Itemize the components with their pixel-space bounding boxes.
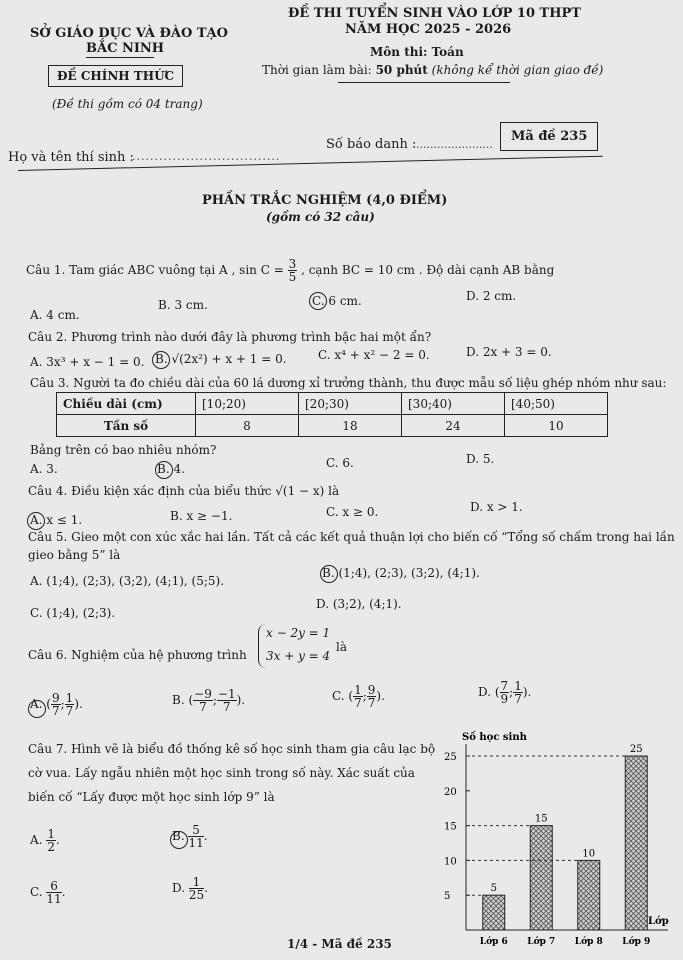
table-row xyxy=(57,393,608,415)
question-5-line-1: Câu 5. Gieo một con xúc xắc hai lần. Tất cả các kết quả thuận lợi cho biến cố “Tổng số chấm trong hai lần xyxy=(28,530,675,544)
q4-circle-mark xyxy=(27,512,45,530)
bar xyxy=(625,756,647,930)
q3-option-a[interactable]: A. 3. xyxy=(30,462,58,476)
q6-tail: là xyxy=(336,640,347,654)
q1-option-c[interactable]: C. 6 cm. xyxy=(312,294,362,308)
option-label: C. xyxy=(332,689,345,703)
option-label: B. xyxy=(172,693,185,707)
q3-option-b[interactable]: B. 4. xyxy=(157,462,185,476)
q5-circle-mark xyxy=(320,565,338,583)
q7-option-a[interactable]: A. $\frac{1}{2}$ . xyxy=(30,827,60,854)
bar-value-label: 25 xyxy=(629,744,643,755)
q7-option-b[interactable]: B. $\frac{5}{11}$ . xyxy=(172,823,208,850)
q3-question: Bảng trên có bao nhiêu nhóm? xyxy=(30,443,217,457)
option-label: D. xyxy=(172,881,186,895)
question-6: Câu 6. Nghiệm của hệ phương trình xyxy=(28,648,247,662)
candidate-id-label: Số báo danh : xyxy=(326,137,417,152)
q1-option-a[interactable]: A. 4 cm. xyxy=(30,308,80,322)
option-label: B. xyxy=(172,829,185,843)
bar xyxy=(530,826,552,930)
q4-option-c[interactable]: C. x ≥ 0. xyxy=(326,505,379,519)
question-2: Câu 2. Phương trình nào dưới đây là phương trình bậc hai một ẩn? xyxy=(28,330,432,344)
question-7-line-3: biến cố “Lấy được một học sinh lớp 9” là xyxy=(28,790,275,804)
q4-option-d[interactable]: D. x > 1. xyxy=(470,500,523,514)
q4-option-a[interactable]: A. x ≤ 1. xyxy=(30,513,83,527)
bar xyxy=(578,860,600,930)
q2-option-b[interactable]: B. √(2x²) + x + 1 = 0. xyxy=(155,352,287,366)
q1-fraction: $\frac{3}{5}$ xyxy=(288,257,297,284)
bar-value-label: 10 xyxy=(582,848,596,860)
q6-option-c[interactable]: C. ( $\frac{1}{7}$ ; $\frac{9}{7}$ ). xyxy=(332,683,385,710)
q1-option-d[interactable]: D. 2 cm. xyxy=(466,289,517,303)
q7-circle-mark xyxy=(170,831,188,849)
dept-name: SỞ GIÁO DỤC VÀ ĐÀO TẠO xyxy=(30,26,228,41)
page-footer: 1/4 - Mã đề 235 xyxy=(287,937,392,951)
category-label: Lớp 7 xyxy=(527,937,556,947)
q2-option-d[interactable]: D. 2x + 3 = 0. xyxy=(466,345,552,359)
category-label: Lớp 9 xyxy=(622,937,651,947)
option-label: A. xyxy=(30,697,43,711)
bar-chart xyxy=(436,726,680,948)
q5-option-c[interactable]: C. (1;4), (2;3). xyxy=(30,606,116,620)
q1-text-b: , cạnh BC = 10 cm . Độ dài cạnh AB bằng xyxy=(301,263,555,277)
y-tick-label: 25 xyxy=(444,752,457,763)
section-title: PHẦN TRẮC NGHIỆM (4,0 ĐIỂM) xyxy=(202,193,448,208)
q5-option-d[interactable]: D. (3;2), (4;1). xyxy=(316,597,402,611)
freq-cell: 10 xyxy=(505,415,608,437)
frequency-table xyxy=(56,392,608,437)
q3-option-d[interactable]: D. 5. xyxy=(466,452,495,466)
q1-text-a: Câu 1. Tam giác ABC vuông tại A , sin C = xyxy=(26,263,284,277)
group-cell: [30;40) xyxy=(402,393,505,415)
option-label: D. xyxy=(478,685,492,699)
table-row xyxy=(57,415,608,437)
question-7-line-1: Câu 7. Hình vẽ là biểu đồ thống kê số học sinh tham gia câu lạc bộ xyxy=(28,742,436,756)
q1-circle-mark xyxy=(309,292,327,310)
option-label: C. xyxy=(30,885,43,899)
province-name: BẮC NINH xyxy=(86,41,165,56)
y-tick-label: 15 xyxy=(444,821,457,833)
page-count-note: (Đề thi gồm có 04 trang) xyxy=(52,97,203,111)
question-5-line-2: gieo bằng 5” là xyxy=(28,548,121,562)
q2-circle-mark xyxy=(152,351,170,369)
x-axis-label: Lớp xyxy=(648,916,669,927)
chart-title: Số học sinh xyxy=(462,732,527,743)
freq-cell: 24 xyxy=(402,415,505,437)
id-dots: ...................... xyxy=(416,138,493,151)
category-label: Lớp 8 xyxy=(574,937,603,947)
bar-value-label: 5 xyxy=(490,883,497,895)
question-7-line-2: cờ vua. Lấy ngẫu nhiên một học sinh trong số này. Xác suất của xyxy=(28,766,415,780)
candidate-name-label: Họ và tên thí sinh : xyxy=(8,150,134,165)
question-4: Câu 4. Điều kiện xác định của biểu thức √(1 − x) là xyxy=(28,484,340,498)
system-eq-1: x − 2y = 1 xyxy=(266,626,331,640)
group-cell: [20;30) xyxy=(299,393,402,415)
q2-option-a[interactable]: A. 3x³ + x − 1 = 0. xyxy=(30,355,145,369)
q7-option-d[interactable]: D. $\frac{1}{25}$ . xyxy=(172,875,208,902)
q2-option-c[interactable]: C. x⁴ + x² − 2 = 0. xyxy=(318,348,430,362)
y-tick-label: 10 xyxy=(444,856,457,868)
time-label: Thời gian làm bài: xyxy=(262,63,372,77)
row2-label: Tần số xyxy=(57,415,196,437)
row1-label: Chiều dài (cm) xyxy=(57,393,196,415)
q6-option-d[interactable]: D. ( $\frac{7}{9}$ ; $\frac{1}{7}$ ). xyxy=(478,679,532,706)
q1-option-b[interactable]: B. 3 cm. xyxy=(158,298,208,312)
freq-cell: 8 xyxy=(196,415,299,437)
question-1 xyxy=(26,258,554,283)
question-3: Câu 3. Người ta đo chiều dài của 60 lá dương xỉ trưởng thành, thu được mẫu số liệu ghép nhóm như sau: xyxy=(30,376,667,390)
y-tick-label: 20 xyxy=(444,786,457,798)
q5-option-b[interactable]: B. (1;4), (2;3), (3;2), (4;1). xyxy=(322,566,480,580)
bar xyxy=(483,895,505,930)
category-label: Lớp 6 xyxy=(479,937,508,947)
school-year: NĂM HỌC 2025 - 2026 xyxy=(345,22,512,37)
q6-option-a[interactable]: A. ( $\frac{9}{7}$ ; $\frac{1}{7}$ ). xyxy=(30,691,83,718)
bar-value-label: 15 xyxy=(534,813,548,825)
section-subtitle: (gồm có 32 câu) xyxy=(266,210,375,224)
time-line xyxy=(262,63,603,77)
q3-option-c[interactable]: C. 6. xyxy=(326,456,354,470)
exam-title: ĐỀ THI TUYỂN SINH VÀO LỚP 10 THPT xyxy=(288,6,581,21)
time-value: 50 phút xyxy=(375,63,428,77)
group-cell: [10;20) xyxy=(196,393,299,415)
system-eq-2: 3x + y = 4 xyxy=(266,649,331,663)
official-badge: ĐỀ CHÍNH THỨC xyxy=(48,65,183,87)
group-cell: [40;50) xyxy=(505,393,608,415)
option-label: A. xyxy=(30,833,43,847)
time-note: (không kể thời gian giao đề) xyxy=(431,63,604,77)
subject: Môn thi: Toán xyxy=(370,45,464,59)
q6-option-b[interactable]: B. ( $\frac{-9}{7}$ ; $\frac{-1}{7}$ ). xyxy=(172,687,246,714)
y-tick-label: 5 xyxy=(444,891,451,903)
q4-option-b[interactable]: B. x ≥ −1. xyxy=(170,509,233,523)
q6-circle-mark xyxy=(28,700,46,718)
q7-option-c[interactable]: C. $\frac{6}{11}$ . xyxy=(30,879,66,906)
freq-cell: 18 xyxy=(299,415,402,437)
name-dots: ................................. xyxy=(132,150,281,163)
exam-code-box: Mã đề 235 xyxy=(500,122,598,151)
q3-circle-mark xyxy=(155,461,173,479)
q5-option-a[interactable]: A. (1;4), (2;3), (3;2), (4;1), (5;5). xyxy=(30,574,225,588)
